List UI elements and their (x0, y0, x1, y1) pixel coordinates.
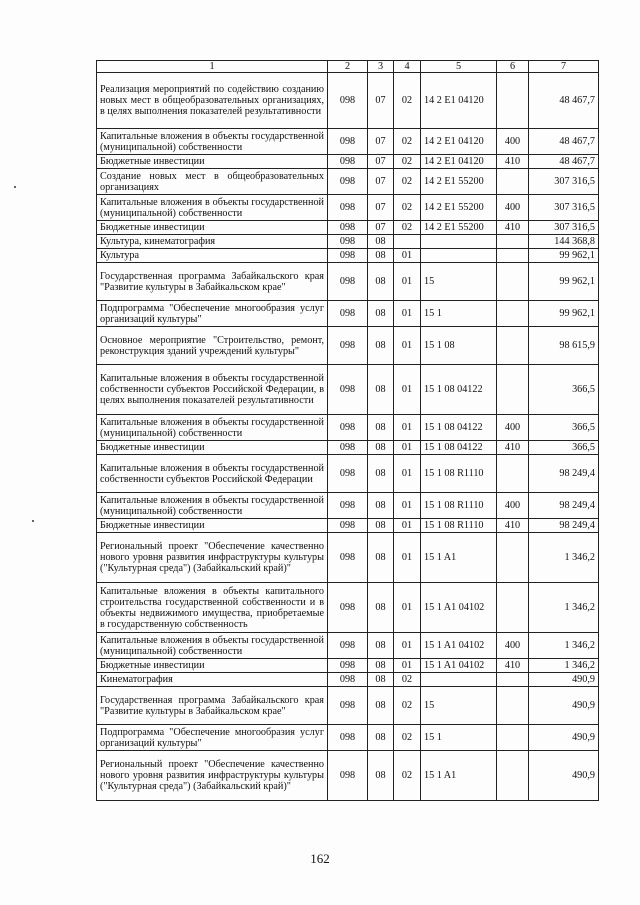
table-row (97, 155, 599, 169)
row-ministry-code: 098 (328, 533, 368, 583)
row-ministry-code: 098 (328, 415, 368, 441)
row-ministry-code: 098 (328, 301, 368, 327)
page-number: 162 (310, 851, 330, 866)
row-target-code: 14 2 E1 55200 (421, 195, 497, 221)
row-name: Подпрограмма "Обеспечение многообразия услуг организаций культуры" (97, 725, 328, 751)
row-section-code: 08 (368, 659, 394, 673)
table-row (97, 441, 599, 455)
table-row (97, 455, 599, 493)
row-section-code: 08 (368, 583, 394, 633)
row-target-code: 15 1 A1 04102 (421, 583, 497, 633)
row-ministry-code: 098 (328, 673, 368, 687)
row-name: Капитальные вложения в объекты государственной (муниципальной) собственности (97, 129, 328, 155)
row-expense-type (497, 365, 529, 415)
row-subsection-code: 02 (394, 221, 421, 235)
row-amount: 366,5 (529, 441, 599, 455)
table-row (97, 365, 599, 415)
row-target-code: 15 1 (421, 725, 497, 751)
row-ministry-code: 098 (328, 441, 368, 455)
row-target-code: 14 2 E1 04120 (421, 155, 497, 169)
row-expense-type (497, 169, 529, 195)
row-name: Капитальные вложения в объекты государственной (муниципальной) собственности (97, 415, 328, 441)
row-amount: 99 962,1 (529, 301, 599, 327)
table-row (97, 673, 599, 687)
row-expense-type: 400 (497, 633, 529, 659)
row-section-code: 08 (368, 249, 394, 263)
row-section-code: 08 (368, 633, 394, 659)
row-expense-type (497, 73, 529, 129)
row-section-code: 07 (368, 73, 394, 129)
row-name: Региональный проект "Обеспечение качественно нового уровня развития инфраструктуры культуры ("Культурная среда") (Забайкальский край)" (97, 533, 328, 583)
header-col-1: 1 (97, 61, 328, 73)
row-section-code: 08 (368, 493, 394, 519)
row-target-code: 15 1 08 R1110 (421, 493, 497, 519)
table-row (97, 169, 599, 195)
row-ministry-code: 098 (328, 455, 368, 493)
row-amount: 1 346,2 (529, 633, 599, 659)
row-amount: 490,9 (529, 673, 599, 687)
row-amount: 307 316,5 (529, 221, 599, 235)
row-subsection-code: 02 (394, 169, 421, 195)
row-section-code: 07 (368, 195, 394, 221)
header-col-3: 3 (368, 61, 394, 73)
row-section-code: 08 (368, 365, 394, 415)
table-row (97, 327, 599, 365)
row-name: Создание новых мест в общеобразовательных организациях (97, 169, 328, 195)
row-ministry-code: 098 (328, 687, 368, 725)
row-expense-type: 410 (497, 519, 529, 533)
row-name: Подпрограмма "Обеспечение многообразия услуг организаций культуры" (97, 301, 328, 327)
row-ministry-code: 098 (328, 659, 368, 673)
table-row (97, 235, 599, 249)
row-expense-type: 400 (497, 129, 529, 155)
row-name: Культура (97, 249, 328, 263)
row-section-code: 07 (368, 155, 394, 169)
row-expense-type (497, 673, 529, 687)
row-subsection-code: 02 (394, 155, 421, 169)
table-row (97, 249, 599, 263)
row-name: Капитальные вложения в объекты государственной (муниципальной) собственности (97, 633, 328, 659)
row-subsection-code: 01 (394, 327, 421, 365)
row-expense-type: 400 (497, 415, 529, 441)
table-row (97, 263, 599, 301)
row-amount: 1 346,2 (529, 533, 599, 583)
row-target-code: 15 1 08 (421, 327, 497, 365)
row-target-code: 15 1 A1 (421, 751, 497, 801)
row-section-code: 08 (368, 725, 394, 751)
table-row (97, 687, 599, 725)
row-ministry-code: 098 (328, 195, 368, 221)
row-target-code: 15 1 A1 04102 (421, 659, 497, 673)
row-amount: 48 467,7 (529, 155, 599, 169)
row-subsection-code: 01 (394, 583, 421, 633)
row-expense-type (497, 751, 529, 801)
row-ministry-code: 098 (328, 633, 368, 659)
row-name: Основное мероприятие "Строительство, ремонт, реконструкция зданий учреждений культуры" (97, 327, 328, 365)
row-expense-type (497, 301, 529, 327)
row-expense-type: 400 (497, 195, 529, 221)
row-target-code: 15 (421, 263, 497, 301)
row-section-code: 08 (368, 235, 394, 249)
row-subsection-code: 01 (394, 519, 421, 533)
row-section-code: 08 (368, 455, 394, 493)
row-target-code (421, 673, 497, 687)
row-ministry-code: 098 (328, 249, 368, 263)
row-section-code: 08 (368, 301, 394, 327)
row-amount: 48 467,7 (529, 129, 599, 155)
table-row (97, 73, 599, 129)
table-row (97, 633, 599, 659)
budget-table (96, 60, 599, 801)
row-target-code: 14 2 E1 04120 (421, 129, 497, 155)
row-ministry-code: 098 (328, 327, 368, 365)
row-target-code (421, 235, 497, 249)
row-amount: 98 615,9 (529, 327, 599, 365)
table-row (97, 221, 599, 235)
row-expense-type (497, 249, 529, 263)
row-section-code: 08 (368, 327, 394, 365)
row-subsection-code: 01 (394, 441, 421, 455)
row-subsection-code: 01 (394, 533, 421, 583)
row-subsection-code: 02 (394, 751, 421, 801)
row-target-code: 14 2 E1 04120 (421, 73, 497, 129)
row-subsection-code: 01 (394, 493, 421, 519)
row-ministry-code: 098 (328, 263, 368, 301)
row-subsection-code: 02 (394, 673, 421, 687)
row-name: Государственная программа Забайкальского края "Развитие культуры в Забайкальском крае" (97, 687, 328, 725)
row-ministry-code: 098 (328, 519, 368, 533)
row-expense-type (497, 725, 529, 751)
row-subsection-code: 02 (394, 129, 421, 155)
table-row (97, 301, 599, 327)
row-amount: 490,9 (529, 751, 599, 801)
header-col-4: 4 (394, 61, 421, 73)
row-amount: 98 249,4 (529, 455, 599, 493)
row-target-code: 15 1 08 04122 (421, 365, 497, 415)
row-subsection-code: 02 (394, 73, 421, 129)
table-row (97, 751, 599, 801)
table-header-row (97, 61, 599, 73)
row-name: Бюджетные инвестиции (97, 519, 328, 533)
row-name: Государственная программа Забайкальского края "Развитие культуры в Забайкальском крае" (97, 263, 328, 301)
row-name: Бюджетные инвестиции (97, 441, 328, 455)
row-ministry-code: 098 (328, 169, 368, 195)
scan-speck (32, 520, 34, 522)
row-section-code: 08 (368, 415, 394, 441)
table-row (97, 533, 599, 583)
row-ministry-code: 098 (328, 235, 368, 249)
row-expense-type (497, 235, 529, 249)
row-name: Капитальные вложения в объекты государственной (муниципальной) собственности (97, 195, 328, 221)
table-row (97, 493, 599, 519)
row-subsection-code (394, 235, 421, 249)
header-col-2: 2 (328, 61, 368, 73)
row-amount: 48 467,7 (529, 73, 599, 129)
row-expense-type: 410 (497, 221, 529, 235)
row-target-code: 15 1 A1 (421, 533, 497, 583)
row-subsection-code: 01 (394, 633, 421, 659)
row-subsection-code: 02 (394, 687, 421, 725)
row-amount: 98 249,4 (529, 493, 599, 519)
row-target-code: 15 (421, 687, 497, 725)
row-name: Культура, кинематография (97, 235, 328, 249)
row-section-code: 08 (368, 687, 394, 725)
row-ministry-code: 098 (328, 155, 368, 169)
row-expense-type (497, 687, 529, 725)
row-name: Бюджетные инвестиции (97, 155, 328, 169)
row-target-code: 14 2 E1 55200 (421, 169, 497, 195)
row-subsection-code: 01 (394, 455, 421, 493)
row-expense-type: 410 (497, 155, 529, 169)
row-section-code: 08 (368, 519, 394, 533)
row-name: Капитальные вложения в объекты капитального строительства государственной собственности и в объекты недвижимого имущества, приобретаемые в государственную собственность (97, 583, 328, 633)
row-name: Кинематография (97, 673, 328, 687)
row-amount: 490,9 (529, 687, 599, 725)
row-subsection-code: 02 (394, 725, 421, 751)
row-target-code: 15 1 A1 04102 (421, 633, 497, 659)
row-expense-type (497, 583, 529, 633)
row-section-code: 07 (368, 221, 394, 235)
row-subsection-code: 01 (394, 415, 421, 441)
row-target-code: 15 1 08 04122 (421, 415, 497, 441)
row-expense-type (497, 455, 529, 493)
table-row (97, 195, 599, 221)
row-amount: 1 346,2 (529, 583, 599, 633)
row-amount: 307 316,5 (529, 169, 599, 195)
row-section-code: 08 (368, 751, 394, 801)
row-amount: 99 962,1 (529, 249, 599, 263)
row-expense-type: 400 (497, 493, 529, 519)
row-amount: 99 962,1 (529, 263, 599, 301)
row-section-code: 07 (368, 169, 394, 195)
row-ministry-code: 098 (328, 583, 368, 633)
header-col-7: 7 (529, 61, 599, 73)
row-ministry-code: 098 (328, 493, 368, 519)
row-target-code: 15 1 08 04122 (421, 441, 497, 455)
row-subsection-code: 01 (394, 263, 421, 301)
row-ministry-code: 098 (328, 221, 368, 235)
table-row (97, 415, 599, 441)
row-name: Бюджетные инвестиции (97, 659, 328, 673)
row-ministry-code: 098 (328, 73, 368, 129)
row-name: Капитальные вложения в объекты государственной собственности субъектов Российской Федерации, в целях выполнения показателей результативности (97, 365, 328, 415)
row-amount: 98 249,4 (529, 519, 599, 533)
row-amount: 307 316,5 (529, 195, 599, 221)
row-section-code: 08 (368, 441, 394, 455)
row-subsection-code: 01 (394, 659, 421, 673)
row-section-code: 08 (368, 533, 394, 583)
scan-speck (14, 186, 16, 188)
row-ministry-code: 098 (328, 725, 368, 751)
row-section-code: 08 (368, 673, 394, 687)
row-subsection-code: 01 (394, 365, 421, 415)
row-ministry-code: 098 (328, 129, 368, 155)
row-expense-type (497, 533, 529, 583)
header-col-6: 6 (497, 61, 529, 73)
table-row (97, 725, 599, 751)
table-row (97, 659, 599, 673)
row-target-code (421, 249, 497, 263)
row-amount: 366,5 (529, 365, 599, 415)
row-amount: 1 346,2 (529, 659, 599, 673)
row-target-code: 14 2 E1 55200 (421, 221, 497, 235)
row-expense-type: 410 (497, 659, 529, 673)
row-name: Бюджетные инвестиции (97, 221, 328, 235)
row-section-code: 07 (368, 129, 394, 155)
row-ministry-code: 098 (328, 751, 368, 801)
table-row (97, 129, 599, 155)
row-name: Региональный проект "Обеспечение качественно нового уровня развития инфраструктуры культуры ("Культурная среда") (Забайкальский край)" (97, 751, 328, 801)
header-col-5: 5 (421, 61, 497, 73)
row-amount: 366,5 (529, 415, 599, 441)
table-row (97, 583, 599, 633)
row-section-code: 08 (368, 263, 394, 301)
row-name: Реализация мероприятий по содействию созданию новых мест в общеобразовательных организациях, в целях выполнения показателей результативности (97, 73, 328, 129)
row-subsection-code: 02 (394, 195, 421, 221)
row-expense-type: 410 (497, 441, 529, 455)
row-amount: 490,9 (529, 725, 599, 751)
row-subsection-code: 01 (394, 301, 421, 327)
row-expense-type (497, 327, 529, 365)
table-row (97, 519, 599, 533)
row-target-code: 15 1 08 R1110 (421, 519, 497, 533)
row-name: Капитальные вложения в объекты государственной (муниципальной) собственности (97, 493, 328, 519)
row-expense-type (497, 263, 529, 301)
row-target-code: 15 1 08 R1110 (421, 455, 497, 493)
row-ministry-code: 098 (328, 365, 368, 415)
row-amount: 144 368,8 (529, 235, 599, 249)
row-target-code: 15 1 (421, 301, 497, 327)
row-name: Капитальные вложения в объекты государственной собственности субъектов Российской Федерации (97, 455, 328, 493)
row-subsection-code: 01 (394, 249, 421, 263)
